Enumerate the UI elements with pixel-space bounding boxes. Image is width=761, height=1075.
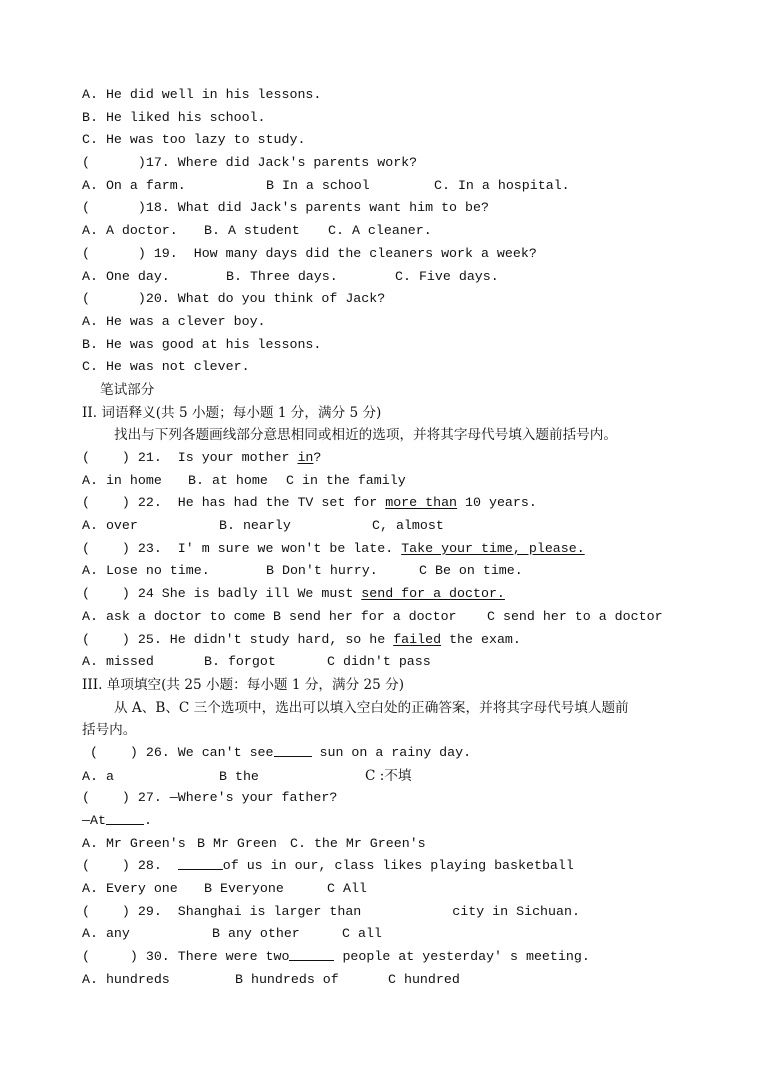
- exam-page: [82, 84, 702, 992]
- q30-option-a: A. hundreds: [82, 971, 170, 987]
- q25-underlined: failed: [393, 631, 442, 647]
- q30-options: [82, 969, 702, 992]
- q17-stem: ( )17. Where did Jack's parents work?: [82, 155, 418, 171]
- q28-options: [82, 878, 702, 901]
- q19-option-a: A. One day.: [82, 268, 170, 284]
- q20-option-b: B. He was good at his lessons.: [82, 336, 322, 352]
- q28-option-c: C All: [327, 881, 367, 897]
- q21-stem-text: ( ) 21. Is your mother: [82, 450, 298, 465]
- q22-option-c: C, almost: [372, 518, 444, 534]
- q30-stem-text: ( ) 30. There were two: [82, 949, 290, 965]
- q27-reply: [82, 810, 702, 833]
- q19-option-b: B. Three days.: [226, 268, 338, 284]
- q25-stem: [82, 629, 702, 652]
- q29-option-a: A. any: [82, 926, 130, 942]
- q25-option-a: A. missed: [82, 654, 154, 670]
- q22-option-b: B. nearly: [219, 518, 291, 534]
- q16-option-b: B. He liked his school.: [82, 109, 266, 125]
- q20-option-c: C. He was not clever.: [82, 359, 250, 375]
- q25-option-c: C didn't pass: [327, 654, 431, 670]
- q26-stem-end: sun on a rainy day.: [311, 744, 472, 760]
- q27-options: [82, 833, 702, 856]
- q23-stem: [82, 538, 702, 561]
- q25-option-b: B. forgot: [204, 654, 276, 670]
- section3-instruction-line2: 括号内。: [82, 722, 137, 739]
- q28-stem-end: of us in our, class likes playing basketball: [222, 858, 574, 874]
- q28-stem: [82, 855, 702, 878]
- section2-title: II. 词语释义(共 5 小题；每小题 1 分，满分 5 分): [82, 404, 382, 421]
- q24-underlined: send for a doctor.: [361, 586, 505, 602]
- q17-option-c: C. In a hospital.: [434, 177, 570, 193]
- q18-option-b: B. A student: [204, 223, 300, 239]
- q19-stem: ( ) 19. How many days did the cleaners work a week?: [82, 245, 537, 261]
- q27-stem: ( ) 27. —Where's your father?: [82, 790, 338, 806]
- q17-option-a: A. On a farm.: [82, 177, 186, 193]
- q23-underlined: Take your time, please.: [401, 540, 585, 556]
- q24-option-a: A. ask a doctor to come: [82, 608, 266, 624]
- q16-option-c: C. He was too lazy to study.: [82, 132, 306, 148]
- q23-option-c: C Be on time.: [419, 563, 523, 579]
- q20-stem: ( )20. What do you think of Jack?: [82, 291, 386, 307]
- q24-options: [82, 606, 702, 629]
- q23-options: [82, 560, 702, 583]
- q19-options: [82, 266, 702, 289]
- q22-option-a: A. over: [82, 518, 138, 534]
- section3-title: III. 单项填空(共 25 小题：每小题 1 分，满分 25 分): [82, 676, 405, 693]
- q29-options: [82, 923, 702, 946]
- q30-stem-end: people at yesterday' s meeting.: [334, 949, 590, 965]
- q24-option-c: C send her to a doctor: [487, 608, 663, 624]
- written-part-heading: 笔试部分: [100, 381, 155, 398]
- q22-underlined: more than: [385, 495, 458, 511]
- q16-option-a: A. He did well in his lessons.: [82, 87, 322, 102]
- q28-option-b: B Everyone: [204, 881, 284, 897]
- q18-option-c: C. A cleaner.: [328, 223, 432, 239]
- q26-option-c: C :不填: [365, 767, 412, 784]
- q21-option-b: B. at home: [188, 472, 268, 488]
- section3-instruction-line1: 从 A、B、C 三个选项中，选出可以填入空白处的正确答案，并将其字母代号填人题前: [114, 699, 629, 716]
- q25-stem-end: the exam.: [441, 631, 521, 647]
- q20-option-a: A. He was a clever boy.: [82, 313, 266, 329]
- q21-option-a: A. in home: [82, 472, 162, 488]
- q22-stem-text: ( ) 22. He has had the TV set for: [82, 495, 386, 511]
- q18-options: [82, 220, 702, 243]
- q26-options: [82, 765, 702, 788]
- q29-stem-text: ( ) 29. Shanghai is larger than: [82, 903, 362, 919]
- q27-reply-end: .: [143, 813, 152, 828]
- q26-answer-blank: [274, 744, 312, 757]
- q24-option-b: B send her for a doctor: [273, 608, 457, 624]
- q26-stem: [82, 742, 702, 765]
- q26-option-b: B the: [219, 768, 259, 784]
- q18-option-a: A. A doctor.: [82, 223, 178, 239]
- q23-option-b: B Don't hurry.: [266, 563, 378, 579]
- q25-stem-text: ( ) 25. He didn't study hard, so he: [82, 631, 394, 647]
- section2-instruction: 找出与下列各题画线部分意思相同或相近的选项，并将其字母代号填入题前括号内。: [114, 427, 617, 444]
- q27-answer-blank: [106, 812, 144, 825]
- q27-reply-text: —At: [82, 813, 106, 828]
- q27-option-b: B Mr Green: [197, 835, 277, 851]
- q29-stem: [82, 901, 702, 924]
- q24-stem-text: ( ) 24 She is badly ill We must: [82, 586, 362, 602]
- q29-stem-end: city in Sichuan.: [452, 903, 580, 919]
- q17-options: [82, 175, 702, 198]
- q28-option-a: A. Every one: [82, 881, 178, 897]
- q25-options: [82, 651, 702, 674]
- q21-stem-end: ?: [313, 450, 322, 465]
- q30-answer-blank: [289, 948, 334, 961]
- q17-option-b: B In a school: [266, 177, 370, 193]
- q18-stem: ( )18. What did Jack's parents want him to be?: [82, 200, 489, 216]
- q24-stem: [82, 583, 702, 606]
- q28-answer-blank: [178, 857, 223, 870]
- q19-option-c: C. Five days.: [395, 268, 499, 284]
- q30-option-b: B hundreds of: [235, 971, 339, 987]
- q30-stem: [82, 946, 702, 969]
- q27-option-a: A. Mr Green's: [82, 835, 186, 851]
- q21-option-c: C in the family: [286, 472, 406, 488]
- q29-option-c: C all: [342, 926, 382, 942]
- q30-option-c: C hundred: [388, 971, 460, 987]
- q26-option-a: A. a: [82, 768, 114, 784]
- q23-option-a: A. Lose no time.: [82, 563, 210, 579]
- q21-options: [82, 470, 702, 493]
- q22-stem-end: 10 years.: [457, 495, 537, 511]
- q29-option-b: B any other: [212, 926, 300, 942]
- q21-stem: [82, 447, 702, 470]
- q21-underlined: in: [297, 450, 314, 465]
- q28-stem-text: ( ) 28.: [82, 858, 178, 874]
- q27-option-c: C. the Mr Green's: [290, 835, 426, 851]
- q23-stem-text: ( ) 23. I' m sure we won't be late.: [82, 540, 402, 556]
- q22-options: [82, 515, 702, 538]
- q26-stem-text: ( ) 26. We can't see: [82, 744, 274, 760]
- q22-stem: [82, 492, 702, 515]
